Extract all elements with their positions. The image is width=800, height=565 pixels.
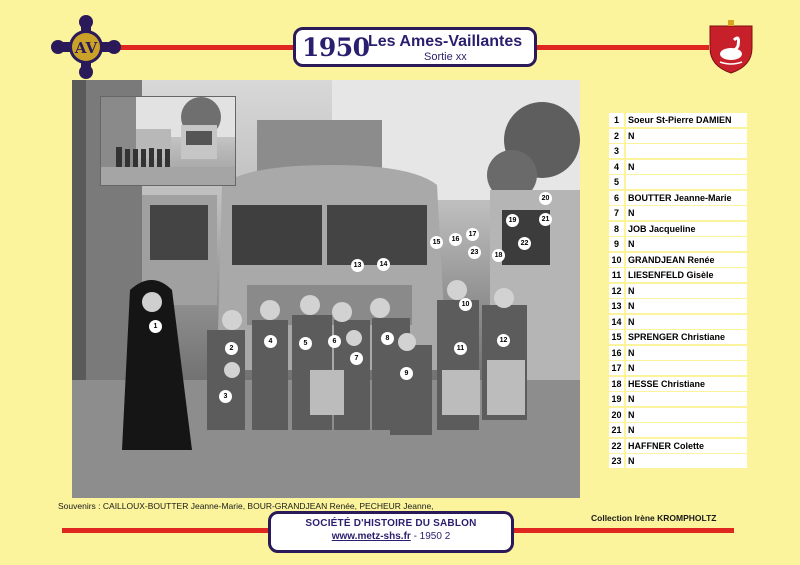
roster-row	[609, 144, 747, 160]
photo-marker: 21	[539, 213, 552, 226]
photo-marker: 1	[149, 320, 162, 333]
photo-marker: 4	[264, 335, 277, 348]
footer-reference: - 1950 2	[410, 531, 451, 542]
photo-marker: 3	[219, 390, 232, 403]
roster-number: 7	[609, 206, 624, 220]
roster-list	[609, 113, 747, 470]
roster-row	[609, 361, 747, 377]
logo-letters: AV	[74, 39, 98, 57]
roster-number: 21	[609, 423, 624, 437]
roster-row	[609, 129, 747, 145]
roster-number: 4	[609, 160, 624, 174]
footer-rule-right	[514, 528, 734, 533]
group-photo	[72, 80, 580, 498]
roster-row	[609, 222, 747, 238]
roster-name: N	[626, 299, 747, 313]
photo-marker: 12	[497, 334, 510, 347]
footer-banner	[268, 511, 514, 553]
roster-row	[609, 408, 747, 424]
roster-row	[609, 237, 747, 253]
inset-photo	[100, 96, 236, 186]
header-rule-right	[537, 45, 709, 50]
roster-number: 17	[609, 361, 624, 375]
roster-name: N	[626, 392, 747, 406]
roster-name	[626, 175, 747, 189]
photo-marker: 22	[518, 237, 531, 250]
footer-line	[271, 531, 511, 542]
photo-marker: 6	[328, 335, 341, 348]
photo-marker: 17	[466, 228, 479, 241]
photo-marker: 19	[506, 214, 519, 227]
roster-name: N	[626, 361, 747, 375]
roster-name: N	[626, 408, 747, 422]
photo-marker: 7	[350, 352, 363, 365]
roster-name: N	[626, 346, 747, 360]
roster-name: SPRENGER Christiane	[626, 330, 747, 344]
roster-number: 16	[609, 346, 624, 360]
ames-vaillantes-logo	[50, 14, 122, 80]
header-rule-left	[118, 45, 293, 50]
roster-row	[609, 191, 747, 207]
roster-number: 22	[609, 439, 624, 453]
roster-number: 5	[609, 175, 624, 189]
roster-row	[609, 268, 747, 284]
photo-marker: 10	[459, 298, 472, 311]
photo-marker: 8	[381, 332, 394, 345]
coat-of-arms-icon	[708, 18, 754, 74]
roster-number: 13	[609, 299, 624, 313]
roster-name: N	[626, 284, 747, 298]
roster-name: N	[626, 454, 747, 468]
roster-row	[609, 346, 747, 362]
roster-name: GRANDJEAN Renée	[626, 253, 747, 267]
roster-name: BOUTTER Jeanne-Marie	[626, 191, 747, 205]
roster-name: N	[626, 315, 747, 329]
roster-name	[626, 144, 747, 158]
roster-name: Soeur St-Pierre DAMIEN	[626, 113, 747, 127]
photo-marker: 9	[400, 367, 413, 380]
website-link[interactable]: www.metz-shs.fr	[331, 531, 411, 542]
roster-name: JOB Jacqueline	[626, 222, 747, 236]
roster-number: 1	[609, 113, 624, 127]
roster-row	[609, 454, 747, 470]
roster-number: 18	[609, 377, 624, 391]
roster-row	[609, 439, 747, 455]
roster-row	[609, 160, 747, 176]
roster-name: N	[626, 160, 747, 174]
roster-name: N	[626, 206, 747, 220]
roster-name: LIESENFELD Gisèle	[626, 268, 747, 282]
roster-row	[609, 392, 747, 408]
photo-marker: 18	[492, 249, 505, 262]
page-subtitle: Sortie xx	[424, 51, 467, 63]
title-year: 1950	[302, 33, 370, 62]
souvenirs-caption: Souvenirs : CAILLOUX-BOUTTER Jeanne-Marie, BOUR-GRANDJEAN Renée, PECHEUR Jeanne,	[58, 501, 434, 511]
roster-row	[609, 299, 747, 315]
roster-number: 9	[609, 237, 624, 251]
photo-marker: 15	[430, 236, 443, 249]
photo-marker: 23	[468, 246, 481, 259]
page-title: Les Ames-Vaillantes	[368, 33, 523, 50]
photo-marker: 16	[449, 233, 462, 246]
roster-number: 3	[609, 144, 624, 158]
roster-row	[609, 206, 747, 222]
title-banner	[293, 27, 537, 67]
photo-marker: 14	[377, 258, 390, 271]
roster-name: HAFFNER Colette	[626, 439, 747, 453]
roster-number: 14	[609, 315, 624, 329]
roster-name: N	[626, 129, 747, 143]
roster-name: N	[626, 237, 747, 251]
roster-number: 10	[609, 253, 624, 267]
roster-number: 23	[609, 454, 624, 468]
roster-number: 12	[609, 284, 624, 298]
roster-row	[609, 113, 747, 129]
footer-rule-left	[62, 528, 268, 533]
society-name: SOCIÉTÉ D'HISTOIRE DU SABLON	[305, 518, 477, 529]
roster-number: 6	[609, 191, 624, 205]
roster-name: HESSE Christiane	[626, 377, 747, 391]
roster-row	[609, 330, 747, 346]
roster-number: 8	[609, 222, 624, 236]
roster-row	[609, 315, 747, 331]
photo-marker: 13	[351, 259, 364, 272]
roster-number: 20	[609, 408, 624, 422]
roster-number: 11	[609, 268, 624, 282]
roster-row	[609, 377, 747, 393]
roster-row	[609, 175, 747, 191]
roster-row	[609, 284, 747, 300]
roster-number: 19	[609, 392, 624, 406]
roster-name: N	[626, 423, 747, 437]
roster-row	[609, 253, 747, 269]
roster-number: 2	[609, 129, 624, 143]
photo-marker: 20	[539, 192, 552, 205]
collection-credit: Collection Irène KROMPHOLTZ	[591, 513, 717, 523]
roster-row	[609, 423, 747, 439]
photo-marker: 2	[225, 342, 238, 355]
photo-marker: 11	[454, 342, 467, 355]
roster-number: 15	[609, 330, 624, 344]
photo-marker: 5	[299, 337, 312, 350]
